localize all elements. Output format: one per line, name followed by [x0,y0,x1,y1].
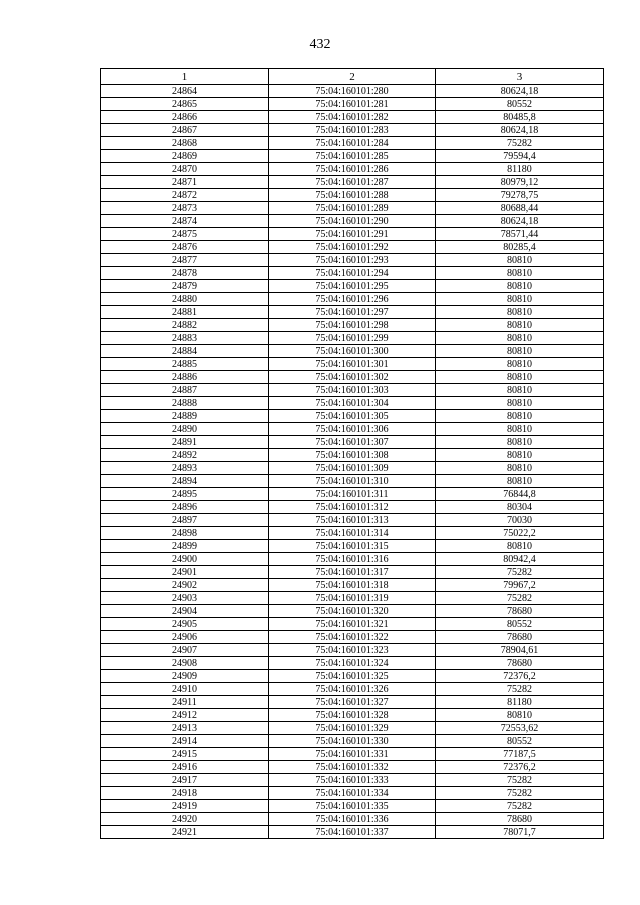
cadastral-number-cell: 75:04:160101:320 [269,605,436,618]
row-number-cell: 24917 [101,774,269,787]
value-cell: 80810 [436,358,604,371]
table-row [101,631,604,644]
value-cell: 78680 [436,605,604,618]
cadastral-number-cell: 75:04:160101:300 [269,345,436,358]
value-cell: 70030 [436,514,604,527]
cadastral-number-cell: 75:04:160101:314 [269,527,436,540]
value-cell: 80942,4 [436,553,604,566]
table-row [101,176,604,189]
value-cell: 80810 [436,371,604,384]
cadastral-number-cell: 75:04:160101:285 [269,150,436,163]
cadastral-number-cell: 75:04:160101:298 [269,319,436,332]
row-number-cell: 24881 [101,306,269,319]
value-cell: 80810 [436,436,604,449]
row-number-cell: 24866 [101,111,269,124]
row-number-cell: 24916 [101,761,269,774]
value-cell: 76844,8 [436,488,604,501]
table-row [101,436,604,449]
cadastral-number-cell: 75:04:160101:280 [269,85,436,98]
value-cell: 81180 [436,696,604,709]
table-row [101,189,604,202]
table-row [101,514,604,527]
cadastral-number-cell: 75:04:160101:296 [269,293,436,306]
table-row [101,319,604,332]
table-row [101,592,604,605]
table-row [101,709,604,722]
cadastral-number-cell: 75:04:160101:325 [269,670,436,683]
value-cell: 80624,18 [436,215,604,228]
cadastral-number-cell: 75:04:160101:312 [269,501,436,514]
cadastral-number-cell: 75:04:160101:292 [269,241,436,254]
cadastral-number-cell: 75:04:160101:333 [269,774,436,787]
row-number-cell: 24918 [101,787,269,800]
cadastral-number-cell: 75:04:160101:299 [269,332,436,345]
table-row [101,85,604,98]
value-cell: 80624,18 [436,124,604,137]
cadastral-number-cell: 75:04:160101:282 [269,111,436,124]
value-cell: 80552 [436,735,604,748]
value-cell: 79967,2 [436,579,604,592]
column-header-1: 1 [101,69,269,85]
cadastral-number-cell: 75:04:160101:332 [269,761,436,774]
table-row [101,254,604,267]
value-cell: 72553,62 [436,722,604,735]
row-number-cell: 24882 [101,319,269,332]
table-row [101,579,604,592]
value-cell: 75282 [436,566,604,579]
row-number-cell: 24875 [101,228,269,241]
table-row [101,774,604,787]
row-number-cell: 24872 [101,189,269,202]
cadastral-number-cell: 75:04:160101:283 [269,124,436,137]
table-row [101,553,604,566]
table-row [101,605,604,618]
row-number-cell: 24865 [101,98,269,111]
cadastral-number-cell: 75:04:160101:331 [269,748,436,761]
value-cell: 80810 [436,423,604,436]
cadastral-number-cell: 75:04:160101:336 [269,813,436,826]
cadastral-number-cell: 75:04:160101:322 [269,631,436,644]
table-row [101,241,604,254]
row-number-cell: 24870 [101,163,269,176]
table-row [101,163,604,176]
row-number-cell: 24919 [101,800,269,813]
cadastral-number-cell: 75:04:160101:327 [269,696,436,709]
cadastral-number-cell: 75:04:160101:287 [269,176,436,189]
cadastral-number-cell: 75:04:160101:310 [269,475,436,488]
cadastral-number-cell: 75:04:160101:307 [269,436,436,449]
row-number-cell: 24906 [101,631,269,644]
row-number-cell: 24887 [101,384,269,397]
cadastral-number-cell: 75:04:160101:321 [269,618,436,631]
cadastral-number-cell: 75:04:160101:289 [269,202,436,215]
table-row [101,657,604,670]
cadastral-number-cell: 75:04:160101:328 [269,709,436,722]
table-row [101,293,604,306]
row-number-cell: 24888 [101,397,269,410]
value-cell: 80810 [436,254,604,267]
row-number-cell: 24876 [101,241,269,254]
row-number-cell: 24886 [101,371,269,384]
row-number-cell: 24867 [101,124,269,137]
cadastral-number-cell: 75:04:160101:337 [269,826,436,839]
table-row [101,111,604,124]
value-cell: 80810 [436,410,604,423]
data-table [100,68,604,839]
table-row [101,371,604,384]
table-row [101,475,604,488]
cadastral-number-cell: 75:04:160101:330 [269,735,436,748]
value-cell: 80810 [436,449,604,462]
value-cell: 80979,12 [436,176,604,189]
value-cell: 80810 [436,462,604,475]
value-cell: 78680 [436,631,604,644]
row-number-cell: 24901 [101,566,269,579]
table-row [101,722,604,735]
table-row [101,748,604,761]
row-number-cell: 24911 [101,696,269,709]
row-number-cell: 24920 [101,813,269,826]
value-cell: 75282 [436,592,604,605]
table-row [101,735,604,748]
table-row [101,501,604,514]
row-number-cell: 24892 [101,449,269,462]
row-number-cell: 24884 [101,345,269,358]
row-number-cell: 24897 [101,514,269,527]
row-number-cell: 24864 [101,85,269,98]
cadastral-number-cell: 75:04:160101:306 [269,423,436,436]
row-number-cell: 24874 [101,215,269,228]
cadastral-number-cell: 75:04:160101:301 [269,358,436,371]
row-number-cell: 24910 [101,683,269,696]
row-number-cell: 24898 [101,527,269,540]
cadastral-number-cell: 75:04:160101:324 [269,657,436,670]
table-row [101,410,604,423]
table-row [101,826,604,839]
table-row [101,449,604,462]
row-number-cell: 24877 [101,254,269,267]
value-cell: 78904,61 [436,644,604,657]
table-row [101,384,604,397]
table-row [101,397,604,410]
row-number-cell: 24905 [101,618,269,631]
cadastral-number-cell: 75:04:160101:293 [269,254,436,267]
row-number-cell: 24873 [101,202,269,215]
value-cell: 80304 [436,501,604,514]
row-number-cell: 24909 [101,670,269,683]
cadastral-number-cell: 75:04:160101:323 [269,644,436,657]
table-row [101,488,604,501]
table-body [101,85,604,839]
table-row [101,787,604,800]
table-row [101,683,604,696]
table-row [101,215,604,228]
row-number-cell: 24915 [101,748,269,761]
row-number-cell: 24912 [101,709,269,722]
value-cell: 77187,5 [436,748,604,761]
cadastral-number-cell: 75:04:160101:281 [269,98,436,111]
row-number-cell: 24883 [101,332,269,345]
cadastral-number-cell: 75:04:160101:302 [269,371,436,384]
table-row [101,280,604,293]
value-cell: 81180 [436,163,604,176]
row-number-cell: 24914 [101,735,269,748]
cadastral-number-cell: 75:04:160101:317 [269,566,436,579]
cadastral-number-cell: 75:04:160101:316 [269,553,436,566]
row-number-cell: 24880 [101,293,269,306]
value-cell: 78071,7 [436,826,604,839]
row-number-cell: 24907 [101,644,269,657]
value-cell: 78571,44 [436,228,604,241]
row-number-cell: 24894 [101,475,269,488]
row-number-cell: 24904 [101,605,269,618]
cadastral-number-cell: 75:04:160101:329 [269,722,436,735]
cadastral-number-cell: 75:04:160101:286 [269,163,436,176]
table-row [101,124,604,137]
table-row [101,670,604,683]
table-row [101,150,604,163]
table-row [101,813,604,826]
cadastral-number-cell: 75:04:160101:288 [269,189,436,202]
value-cell: 80810 [436,475,604,488]
value-cell: 80552 [436,98,604,111]
value-cell: 80810 [436,332,604,345]
cadastral-number-cell: 75:04:160101:297 [269,306,436,319]
row-number-cell: 24899 [101,540,269,553]
row-number-cell: 24895 [101,488,269,501]
cadastral-number-cell: 75:04:160101:334 [269,787,436,800]
value-cell: 78680 [436,657,604,670]
table-row [101,618,604,631]
value-cell: 80810 [436,306,604,319]
table-row [101,306,604,319]
row-number-cell: 24868 [101,137,269,150]
cadastral-number-cell: 75:04:160101:295 [269,280,436,293]
value-cell: 75282 [436,137,604,150]
value-cell: 75282 [436,774,604,787]
row-number-cell: 24896 [101,501,269,514]
table-row [101,228,604,241]
table-row [101,267,604,280]
cadastral-number-cell: 75:04:160101:305 [269,410,436,423]
value-cell: 79278,75 [436,189,604,202]
table-row [101,423,604,436]
value-cell: 80485,8 [436,111,604,124]
value-cell: 80810 [436,540,604,553]
table-row [101,462,604,475]
value-cell: 80810 [436,319,604,332]
value-cell: 79594,4 [436,150,604,163]
column-header-2: 2 [269,69,436,85]
row-number-cell: 24893 [101,462,269,475]
table-header-row [101,69,604,85]
table-row [101,800,604,813]
cadastral-number-cell: 75:04:160101:294 [269,267,436,280]
cadastral-number-cell: 75:04:160101:309 [269,462,436,475]
table-row [101,761,604,774]
value-cell: 72376,2 [436,761,604,774]
cadastral-number-cell: 75:04:160101:335 [269,800,436,813]
value-cell: 78680 [436,813,604,826]
row-number-cell: 24869 [101,150,269,163]
cadastral-number-cell: 75:04:160101:311 [269,488,436,501]
cadastral-number-cell: 75:04:160101:291 [269,228,436,241]
row-number-cell: 24890 [101,423,269,436]
cadastral-number-cell: 75:04:160101:313 [269,514,436,527]
row-number-cell: 24871 [101,176,269,189]
value-cell: 80552 [436,618,604,631]
row-number-cell: 24902 [101,579,269,592]
cadastral-number-cell: 75:04:160101:303 [269,384,436,397]
row-number-cell: 24891 [101,436,269,449]
cadastral-number-cell: 75:04:160101:290 [269,215,436,228]
column-header-3: 3 [436,69,604,85]
cadastral-number-cell: 75:04:160101:304 [269,397,436,410]
table-row [101,98,604,111]
row-number-cell: 24889 [101,410,269,423]
table-row [101,358,604,371]
cadastral-number-cell: 75:04:160101:284 [269,137,436,150]
cadastral-number-cell: 75:04:160101:326 [269,683,436,696]
row-number-cell: 24879 [101,280,269,293]
row-number-cell: 24913 [101,722,269,735]
table-row [101,644,604,657]
value-cell: 80810 [436,280,604,293]
table-row [101,137,604,150]
cadastral-number-cell: 75:04:160101:319 [269,592,436,605]
table-row [101,527,604,540]
value-cell: 80810 [436,384,604,397]
table-row [101,696,604,709]
page-number: 432 [309,37,331,52]
table-row [101,202,604,215]
cadastral-number-cell: 75:04:160101:318 [269,579,436,592]
value-cell: 75022,2 [436,527,604,540]
row-number-cell: 24885 [101,358,269,371]
value-cell: 80688,44 [436,202,604,215]
value-cell: 80810 [436,397,604,410]
value-cell: 80285,4 [436,241,604,254]
table-row [101,540,604,553]
row-number-cell: 24908 [101,657,269,670]
row-number-cell: 24900 [101,553,269,566]
row-number-cell: 24921 [101,826,269,839]
value-cell: 75282 [436,683,604,696]
cadastral-number-cell: 75:04:160101:315 [269,540,436,553]
value-cell: 72376,2 [436,670,604,683]
table-row [101,345,604,358]
value-cell: 75282 [436,800,604,813]
table-row [101,332,604,345]
value-cell: 80810 [436,267,604,280]
row-number-cell: 24903 [101,592,269,605]
row-number-cell: 24878 [101,267,269,280]
value-cell: 75282 [436,787,604,800]
value-cell: 80624,18 [436,85,604,98]
table-row [101,566,604,579]
value-cell: 80810 [436,345,604,358]
value-cell: 80810 [436,293,604,306]
value-cell: 80810 [436,709,604,722]
cadastral-number-cell: 75:04:160101:308 [269,449,436,462]
